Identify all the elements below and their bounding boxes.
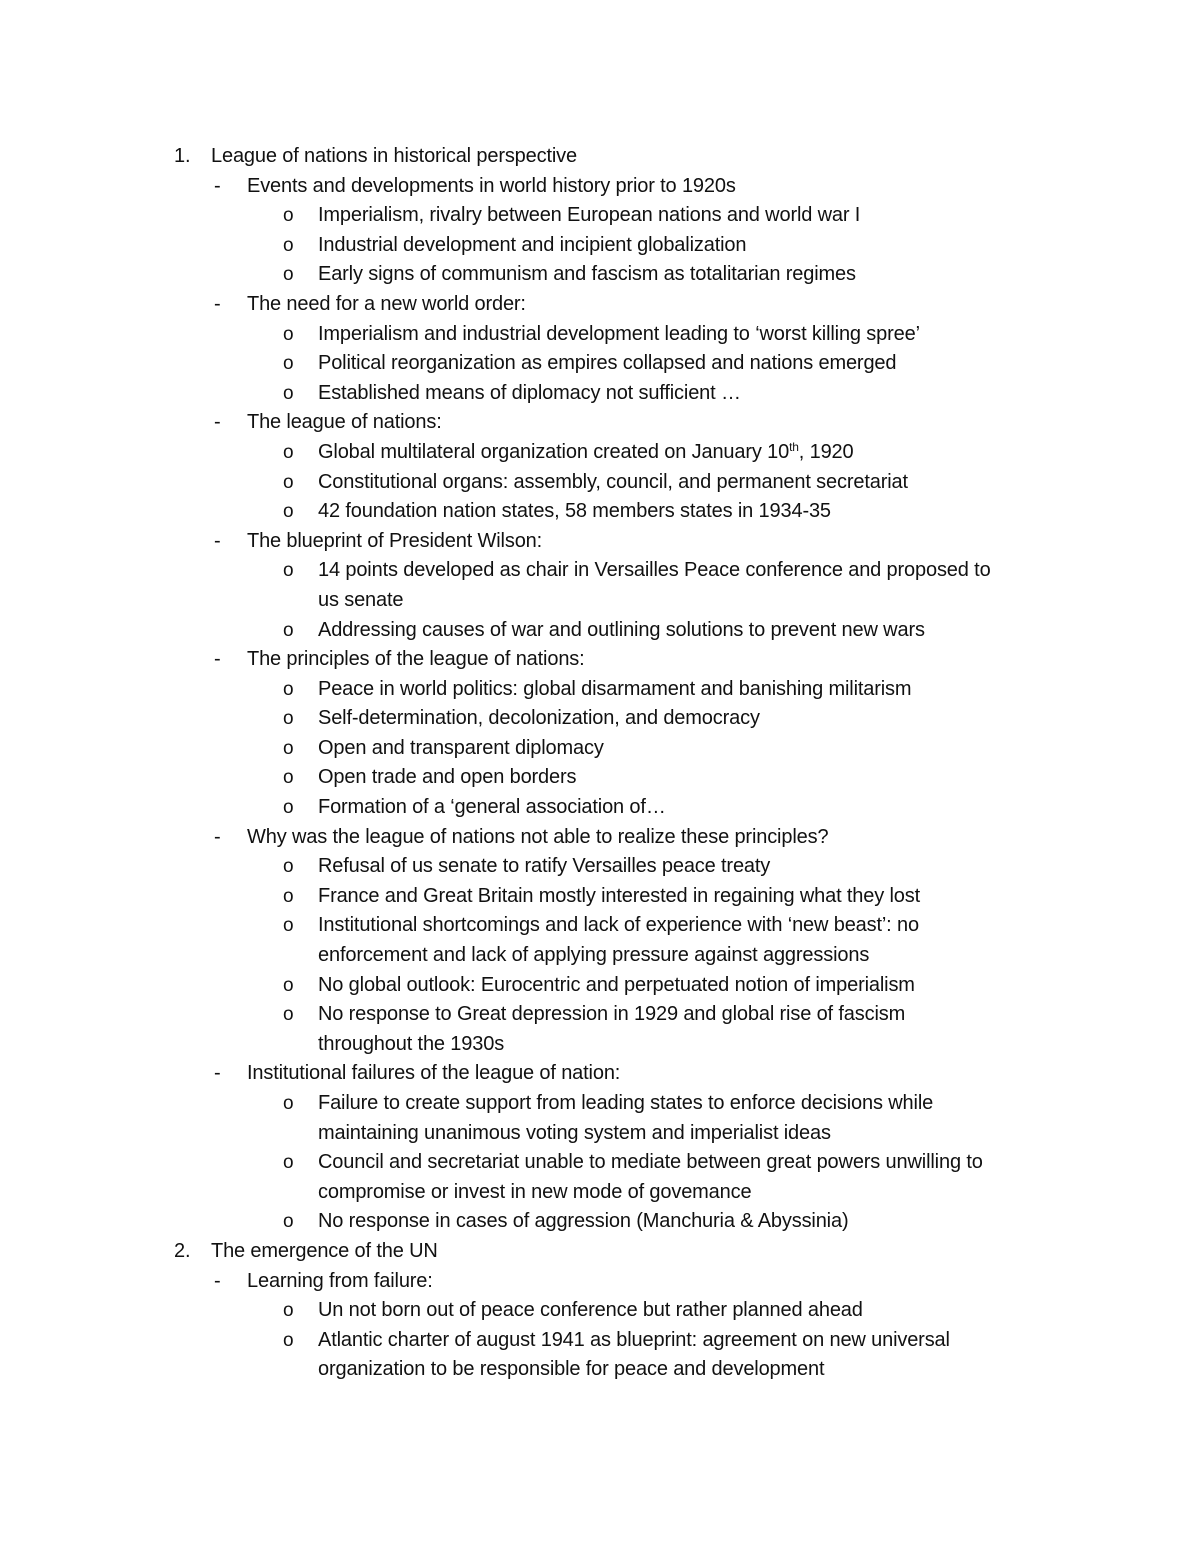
bullet-marker: o [283, 678, 294, 700]
bullet-marker: o [283, 234, 294, 256]
bullet-marker: o [283, 264, 294, 286]
topic-heading [0, 1059, 1200, 1089]
bullet-marker: o [283, 974, 294, 996]
bullet-marker: o [283, 1300, 294, 1322]
list-item-continuation [0, 1030, 1200, 1060]
dash-marker: - [214, 292, 221, 315]
list-item-text: Open trade and open borders [318, 766, 577, 789]
list-item-text: organization to be responsible for peace and development [318, 1358, 825, 1381]
topic-heading [0, 290, 1200, 320]
list-item [0, 1089, 1200, 1119]
list-item-text: enforcement and lack of applying pressure against aggressions [318, 944, 870, 967]
list-item-text: Open and transparent diplomacy [318, 736, 604, 759]
list-item [0, 675, 1200, 705]
dash-marker: - [214, 411, 221, 434]
list-item [0, 556, 1200, 586]
list-item-text [318, 438, 854, 468]
dash-marker: - [214, 1269, 221, 1292]
list-item [0, 793, 1200, 823]
list-item-text: Peace in world politics: global disarmament and banishing militarism [318, 677, 912, 700]
list-item [0, 231, 1200, 261]
list-item [0, 349, 1200, 379]
bullet-marker: o [283, 323, 294, 345]
list-item-text: Refusal of us senate to ratify Versailles peace treaty [318, 855, 771, 878]
topic-text: The need for a new world order: [247, 292, 526, 315]
list-item [0, 1326, 1200, 1356]
bullet-marker: o [283, 856, 294, 878]
list-item-text: Atlantic charter of august 1941 as blueprint: agreement on new universal [318, 1328, 950, 1351]
list-item-text: Self-determination, decolonization, and democracy [318, 707, 760, 730]
section-number: 1. [174, 145, 191, 167]
list-item [0, 763, 1200, 793]
list-item [0, 1148, 1200, 1178]
bullet-marker: o [283, 560, 294, 582]
document-page [0, 142, 1200, 1385]
topic-text: Institutional failures of the league of nation: [247, 1062, 621, 1085]
list-item-text: Political reorganization as empires collapsed and nations emerged [318, 352, 897, 375]
list-item [0, 616, 1200, 646]
list-item [0, 260, 1200, 290]
list-item-text: Early signs of communism and fascism as totalitarian regimes [318, 263, 856, 286]
bullet-marker: o [283, 767, 294, 789]
list-item [0, 1000, 1200, 1030]
section-number: 2. [174, 1239, 191, 1262]
list-item-text: Council and secretariat unable to mediate between great powers unwilling to [318, 1151, 983, 1174]
list-item-text: France and Great Britain mostly interested in regaining what they lost [318, 884, 921, 907]
dash-marker: - [214, 648, 221, 671]
bullet-marker: o [283, 1093, 294, 1114]
topic-heading [0, 823, 1200, 853]
list-item [0, 1296, 1200, 1326]
topic-text: The league of nations: [247, 411, 442, 434]
section-title: The emergence of the UN [211, 1239, 438, 1262]
list-item-text: No response in cases of aggression (Manchuria & Abyssinia) [318, 1210, 849, 1233]
section-heading [0, 142, 1200, 172]
bullet-marker: o [283, 441, 294, 463]
topic-text: The principles of the league of nations: [247, 648, 585, 671]
topic-heading [0, 408, 1200, 438]
dash-marker: - [214, 174, 221, 197]
list-item-text: Institutional shortcomings and lack of experience with ‘new beast’: no [318, 914, 919, 937]
bullet-marker: o [283, 708, 294, 730]
list-item-text: 42 foundation nation states, 58 members states in 1934-35 [318, 500, 831, 523]
list-item [0, 320, 1200, 350]
list-item-continuation [0, 1119, 1200, 1149]
list-item [0, 379, 1200, 409]
bullet-marker: o [283, 1004, 294, 1026]
list-item-text-main: Global multilateral organization created on January 10 [318, 440, 790, 463]
list-item-text: No response to Great depression in 1929 and global rise of fascism [318, 1003, 906, 1026]
bullet-marker: o [283, 737, 294, 759]
list-item-text: Constitutional organs: assembly, council, and permanent secretariat [318, 470, 908, 493]
bullet-marker: o [283, 382, 294, 404]
list-item-text: Addressing causes of war and outlining solutions to prevent new wars [318, 618, 925, 641]
bullet-marker: o [283, 619, 294, 641]
dash-marker: - [214, 825, 221, 848]
list-item-text: Industrial development and incipient globalization [318, 233, 747, 256]
list-item [0, 882, 1200, 912]
list-item-continuation [0, 586, 1200, 616]
bullet-marker: o [283, 885, 294, 907]
list-item [0, 1207, 1200, 1237]
list-item [0, 497, 1200, 527]
list-item [0, 911, 1200, 941]
list-item-continuation [0, 941, 1200, 971]
topic-heading [0, 527, 1200, 557]
list-item-text: maintaining unanimous voting system and imperialist ideas [318, 1121, 831, 1144]
list-item [0, 201, 1200, 231]
bullet-marker: o [283, 1211, 294, 1233]
topic-text: Events and developments in world history prior to 1920s [247, 174, 736, 197]
section-title: League of nations in historical perspective [211, 145, 578, 167]
list-item [0, 734, 1200, 764]
list-item-text: Formation of a ‘general association of… [318, 796, 666, 819]
list-item [0, 438, 1200, 468]
list-item-text: Un not born out of peace conference but rather planned ahead [318, 1299, 863, 1322]
list-item-text: throughout the 1930s [318, 1032, 505, 1055]
list-item [0, 468, 1200, 498]
list-item-text: No global outlook: Eurocentric and perpetuated notion of imperialism [318, 973, 915, 996]
list-item [0, 704, 1200, 734]
topic-text: Learning from failure: [247, 1269, 433, 1292]
list-item-text: compromise or invest in new mode of govemance [318, 1180, 752, 1203]
list-item-continuation [0, 1178, 1200, 1208]
topic-heading [0, 172, 1200, 202]
topic-text: The blueprint of President Wilson: [247, 529, 543, 552]
list-item-text-tail: , 1920 [798, 440, 854, 463]
list-item-text: Imperialism, rivalry between European nations and world war I [318, 204, 861, 227]
list-item-text: Imperialism and industrial development leading to ‘worst killing spree’ [318, 322, 920, 345]
list-item-continuation [0, 1355, 1200, 1385]
bullet-marker: o [283, 501, 294, 523]
list-item [0, 852, 1200, 882]
list-item-text: Established means of diplomacy not sufficient … [318, 381, 741, 404]
bullet-marker: o [283, 1329, 294, 1351]
topic-heading [0, 645, 1200, 675]
bullet-marker: o [283, 471, 294, 493]
list-item-text: us senate [318, 588, 404, 611]
bullet-marker: o [283, 915, 294, 937]
list-item [0, 971, 1200, 1001]
bullet-marker: o [283, 1152, 294, 1174]
topic-heading [0, 1267, 1200, 1297]
bullet-marker: o [283, 353, 294, 375]
list-item-text: Failure to create support from leading states to enforce decisions while [318, 1092, 934, 1114]
bullet-marker: o [283, 797, 294, 819]
dash-marker: - [214, 529, 221, 552]
section-heading [0, 1237, 1200, 1267]
ordinal-suffix: th [789, 439, 799, 454]
topic-text: Why was the league of nations not able to realize these principles? [247, 825, 829, 848]
dash-marker: - [214, 1062, 221, 1085]
bullet-marker: o [283, 205, 294, 227]
list-item-text: 14 points developed as chair in Versailles Peace conference and proposed to [318, 559, 991, 582]
